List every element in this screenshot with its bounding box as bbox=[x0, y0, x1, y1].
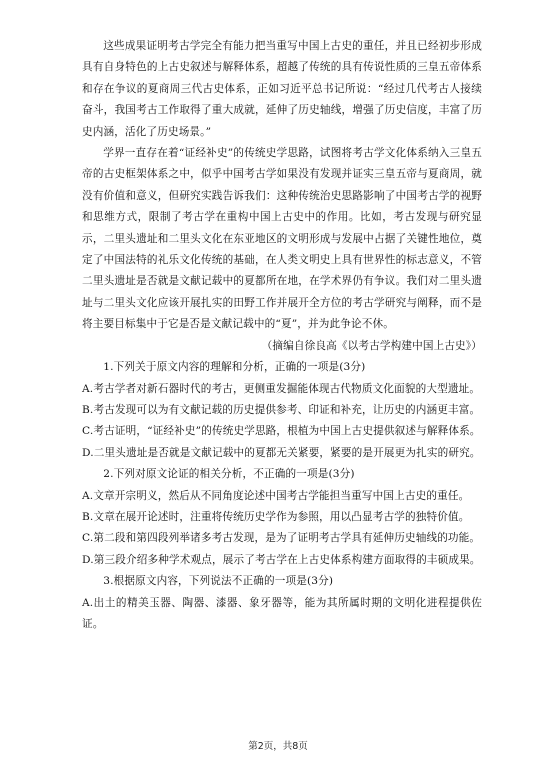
question-option: B.文章在展开论述时，注重将传统历史学作为参照，用以凸显考古学的独特价值。 bbox=[82, 510, 470, 523]
passage-paragraph-2: 学界一直存在着“证经补史”的传统史学思路，试图将考古学文化体系纳入三皇五帝的古史框架体系之中，似乎中国考古学如果没有发现并证实三皇五帝与夏商周，就没有价值和意义，但研究实践告诉我们：这种传统治史思路影响了中国考古学的视野和思维方式，限制了考古学在重构中国上古史中的作用。比如，考古发现与研究显示，二里头遗址和二里头文化在东亚地区的文明形成与发展中占据了关键性地位，奠定了中国法特的礼乐文化传统的基础，在人类文明史上具有世界性的标志意义，不管二里头遗址是否就是文献记载中的夏都所在地，在学术界仍有争议。我们对二里头遗址与二里头文化应该开展扎实的田野工作并展开全方位的考古学研究与阐释，而不是将主要目标集中于它是否是文献记载中的“夏”，并为此争论不休。 bbox=[82, 147, 482, 331]
question-option: C.考古证明，“证经补史”的传统史学思路，根植为中国上古史提供叙述与解释体系。 bbox=[82, 425, 481, 438]
question-option: C.第二段和第四段列举诸多考古发现，是为了证明考古学具有延伸历史轴线的功能。 bbox=[82, 532, 481, 545]
question-option: D.二里头遗址是否就是文献记载中的夏都无关紧要，紧要的是开展更为扎实的研究。 bbox=[82, 446, 481, 459]
question-stem: 2.下列对原文论证的相关分析，不正确的一项是(3分) bbox=[103, 468, 355, 481]
question-1 bbox=[82, 357, 482, 464]
question-3 bbox=[82, 571, 482, 635]
question-option: A.文章开宗明义，然后从不同角度论述中国考古学能担当重写中国上古史的重任。 bbox=[82, 489, 470, 502]
passage-paragraph-1: 这些成果证明考古学完全有能力把当重写中国上古史的重任，并且已经初步形成具有自身特色的上古史叙述与解释体系，超越了传统的具有传说性质的三皇五帝体系和存在争议的夏商周三代古史体系，正如习近平总书记所说：“经过几代考古人接续奋斗，我国考古工作取得了重大成就，延伸了历史轴线，增强了历史信度，丰富了历史内涵，活化了历史场景。” bbox=[82, 40, 482, 138]
exam-page bbox=[82, 36, 482, 635]
question-option: D.第三段介绍多种学术观点，展示了考古学在上古史体系构建方面取得的丰硕成果。 bbox=[82, 553, 481, 566]
passage-source: （摘编自徐良高《以考古学构建中国上古史》） bbox=[261, 339, 482, 352]
page-number-footer: 第2页，共8页 bbox=[248, 741, 308, 752]
question-stem: 1.下列关于原文内容的理解和分析，正确的一项是(3分) bbox=[103, 361, 366, 374]
question-option: A.考古学者对新石器时代的考古，更侧重发掘能体现古代物质文化面貌的大型遗址。 bbox=[82, 382, 481, 395]
question-option: B.考古发现可以为有文献记载的历史提供参考、印证和补充，让历史的内涵更丰富。 bbox=[82, 403, 481, 416]
question-stem: 3.根据原文内容，下列说法不正确的一项是(3分) bbox=[103, 575, 334, 588]
question-option: A.出土的精美玉器、陶器、漆器、象牙器等，能为其所属时期的文明化进程提供佐证。 bbox=[82, 596, 482, 630]
question-2 bbox=[82, 464, 482, 571]
